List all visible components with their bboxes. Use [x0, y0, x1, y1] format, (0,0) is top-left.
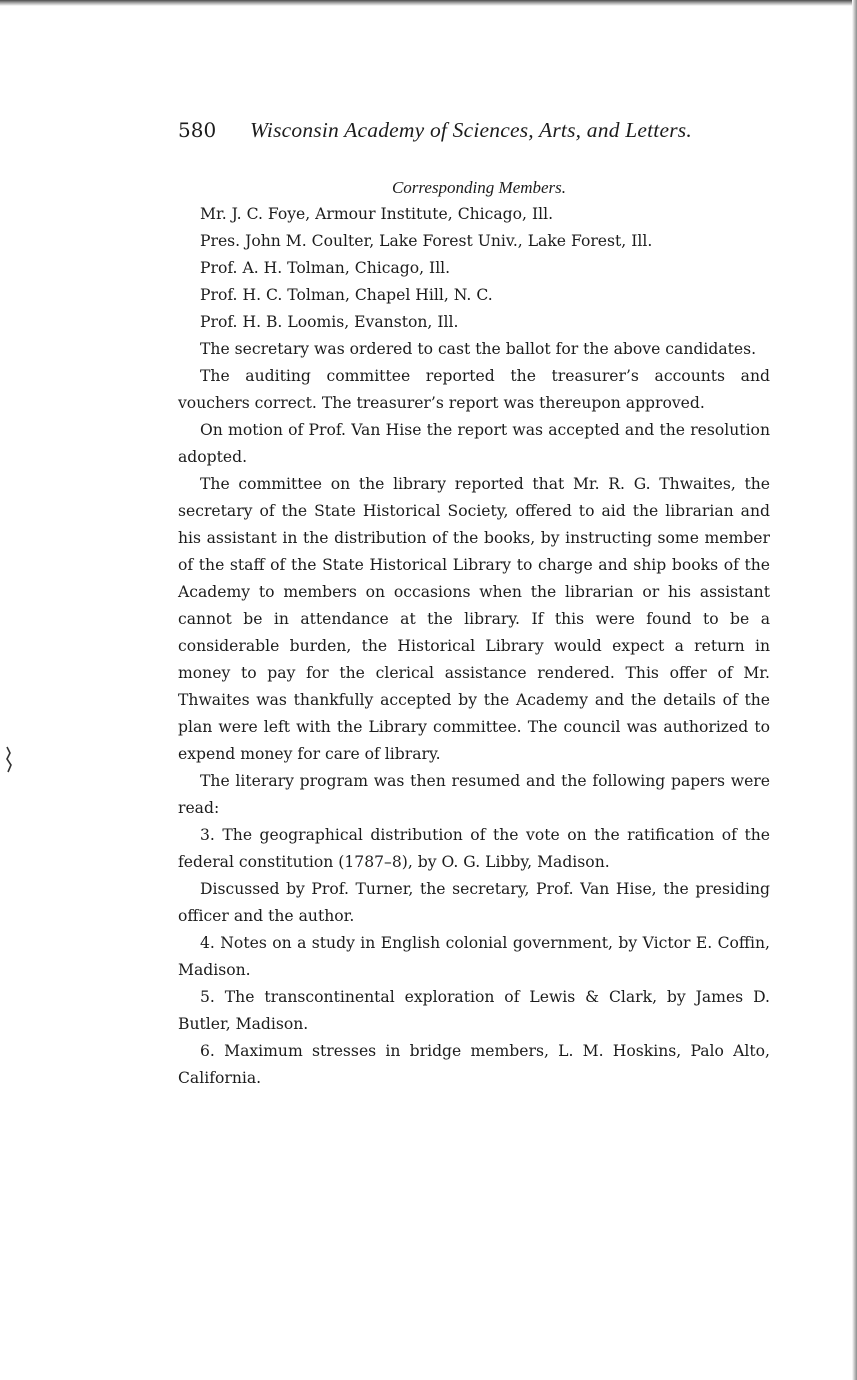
member-list	[178, 201, 770, 336]
member-entry: Pres. John M. Coulter, Lake Forest Univ., Lake Forest, Ill.	[200, 232, 653, 250]
book-page	[178, 118, 770, 1092]
scan-top-edge	[0, 0, 857, 6]
paragraph-motion: On motion of Prof. Van Hise the report was accepted and the resolution adopted.	[178, 421, 770, 466]
member-entry: Prof. H. B. Loomis, Evanston, Ill.	[200, 313, 459, 331]
paragraph-ballot: The secretary was ordered to cast the ballot for the above candidates.	[200, 340, 757, 358]
section-heading: Corresponding Members.	[391, 178, 567, 197]
paper-4: 4. Notes on a study in English colonial government, by Victor E. Coffin, Madison.	[178, 934, 770, 979]
binding-mark	[4, 745, 14, 775]
paper-5: 5. The transcontinental exploration of Lewis & Clark, by James D. Butler, Madison.	[178, 988, 770, 1033]
paragraph-library: The committee on the library reported that Mr. R. G. Thwaites, the secretary of the State Historical Society, offered to aid the librarian and his assistant in the distribution of the books, by instructing some member of the staff of the State Historical Library to charge and ship books of the Academy to members on occasions when the librarian or his assistant cannot be in attendance at the library. If this were found to be a considerable burden, the Historical Library would expect a return in money to pay for the clerical assistance rendered. This offer of Mr. Thwaites was thankfully accepted by the Academy and the details of the plan were left with the Library committee. The council was authorized to expend money for care of library.	[178, 475, 770, 763]
paper-3: 3. The geographical distribution of the vote on the ratification of the federal constitution (1787–8), by O. G. Libby, Madison.	[178, 826, 770, 871]
member-entry: Prof. H. C. Tolman, Chapel Hill, N. C.	[200, 286, 493, 304]
member-entry: Mr. J. C. Foye, Armour Institute, Chicago, Ill.	[200, 205, 554, 223]
page-number: 580	[178, 118, 217, 142]
member-entry: Prof. A. H. Tolman, Chicago, Ill.	[200, 259, 451, 277]
paragraph-discussion: Discussed by Prof. Turner, the secretary, Prof. Van Hise, the presiding officer and the author.	[178, 880, 770, 925]
body-text	[178, 336, 770, 1092]
paragraph-auditing: The auditing committee reported the treasurer’s accounts and vouchers correct. The treasurer’s report was thereupon approved.	[178, 367, 770, 412]
running-head	[178, 118, 770, 158]
scan-right-edge	[852, 0, 857, 1380]
paragraph-program: The literary program was then resumed and the following papers were read:	[178, 772, 770, 817]
journal-title: Wisconsin Academy of Sciences, Arts, and Letters.	[250, 118, 692, 142]
paper-6: 6. Maximum stresses in bridge members, L. M. Hoskins, Palo Alto, California.	[178, 1042, 770, 1087]
